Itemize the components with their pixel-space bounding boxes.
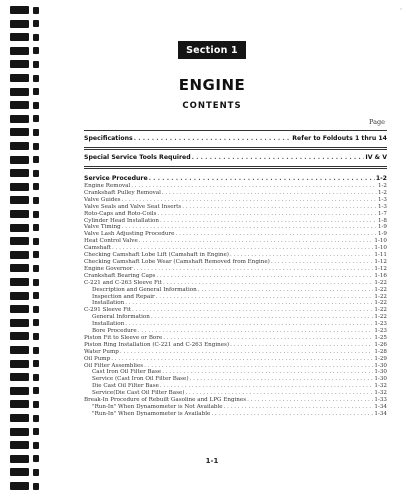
toc-entry: [84, 273, 387, 280]
binding-ring: [10, 441, 29, 449]
binding-hole: [33, 265, 39, 272]
toc-entry-label: "Run-In" When Dynamometer is Not Available: [92, 404, 223, 410]
toc-entry-label: Water Pump: [84, 348, 119, 355]
toc-entry: [84, 224, 387, 231]
binding-hole: [33, 197, 39, 204]
contents-heading: CONTENTS: [182, 101, 242, 111]
toc-entry-page: 1-3: [377, 203, 387, 210]
toc-entry-label: Valve Guides: [84, 196, 121, 203]
toc-entry-page: 1-29: [374, 355, 387, 362]
binding-hole: [33, 34, 39, 41]
binding-hole: [33, 238, 39, 245]
toc-entry-label: Valve Timing: [84, 224, 121, 231]
toc-entry-label: Valve Seals and Valve Seat Inserts: [84, 203, 182, 210]
binding-hole: [33, 401, 39, 408]
leader-dots: [122, 197, 377, 204]
binding-ring: [10, 156, 29, 164]
leader-dots: [247, 397, 373, 404]
page-column-header: Page: [369, 118, 385, 126]
binding-ring: [10, 60, 29, 68]
spiral-binding: [0, 0, 44, 500]
toc-entry-label: "Run-In" When Dynamometer is Available: [92, 410, 211, 417]
toc-entry: [84, 307, 387, 314]
binding-hole: [33, 61, 39, 68]
binding-ring: [10, 33, 29, 41]
section-label: Section 1: [186, 44, 238, 56]
toc-entry: [84, 245, 387, 252]
toc-entry-label: Crankshaft Pulley Removal: [84, 189, 161, 196]
leader-dots: [198, 287, 374, 294]
binding-ring: [10, 20, 29, 28]
toc-entry-label: Special Service Tools Required: [84, 154, 191, 161]
toc-entry-page: 1-22: [374, 286, 387, 293]
binding-ring: [10, 292, 29, 300]
toc-entry-page: 1-22: [374, 307, 387, 314]
toc-entry-label: Specifications: [84, 135, 133, 142]
toc-entry-page: 1-26: [374, 341, 387, 348]
toc-entry-label: General Information: [92, 314, 150, 321]
binding-hole: [33, 442, 39, 449]
binding-ring: [10, 169, 29, 177]
leader-dots: [156, 273, 373, 280]
leader-dots: [144, 363, 373, 370]
toc-entry: [84, 321, 387, 328]
toc-entry-page: 1-12: [374, 265, 387, 272]
toc-entry-label: Engine Removal: [84, 183, 131, 189]
toc-entry: [84, 211, 387, 218]
binding-ring: [10, 373, 29, 381]
toc-entry-label: Piston Ring Installation (C-221 and C-263 Engines): [84, 341, 230, 348]
toc-entry-page: 1-12: [374, 258, 387, 265]
binding-hole: [33, 347, 39, 354]
leader-dots: [111, 356, 373, 363]
toc-entry: [84, 342, 387, 349]
toc-entry-label: Service (Cast Iron Oil Filter Base): [92, 376, 189, 383]
binding-ring: [10, 196, 29, 204]
toc-entry-page: 1-2: [377, 183, 387, 189]
corner-mark: ◦: [399, 6, 403, 13]
toc-entry-service-procedure: [84, 175, 387, 183]
binding-ring: [10, 414, 29, 422]
binding-ring: [10, 264, 29, 272]
binding-hole: [33, 292, 39, 299]
leader-dots: [125, 300, 373, 307]
toc-entry: [84, 280, 387, 287]
chapter-title: ENGINE: [178, 76, 246, 94]
page-number: 1-1: [205, 457, 219, 465]
binding-hole: [33, 251, 39, 258]
toc-entry-page: 1-8: [377, 217, 387, 224]
toc-entry-page: IV & V: [365, 154, 387, 161]
binding-ring: [10, 482, 29, 490]
binding-ring: [10, 387, 29, 395]
toc-entry-label: Installation: [92, 321, 125, 328]
binding-hole: [33, 115, 39, 122]
binding-ring: [10, 6, 29, 14]
toc-entry: [84, 287, 387, 294]
toc-entry-label: Service Procedure: [84, 175, 148, 182]
binding-hole: [33, 483, 39, 490]
binding-ring: [10, 115, 29, 123]
toc-entry-label: Piston Fit to Sleeve or Bore: [84, 334, 163, 341]
binding-ring: [10, 128, 29, 136]
leader-dots: [163, 280, 373, 287]
leader-dots: [156, 294, 374, 301]
leader-dots: [125, 321, 373, 328]
leader-dots: [149, 175, 375, 183]
toc-entry-page: 1-7: [377, 210, 387, 217]
toc-entry: [84, 411, 387, 418]
toc-entry: [84, 238, 387, 245]
toc-entry-label: Inspection and Repair: [92, 293, 155, 300]
leader-dots: [230, 342, 373, 349]
binding-ring: [10, 305, 29, 313]
toc-entry-page: 1-23: [374, 328, 387, 335]
binding-ring: [10, 183, 29, 191]
binding-hole: [33, 20, 39, 27]
toc-entry: [84, 197, 387, 204]
binding-ring: [10, 210, 29, 218]
binding-hole: [33, 183, 39, 190]
binding-hole: [33, 469, 39, 476]
leader-dots: [134, 135, 292, 143]
toc-entry-page: 1-32: [374, 390, 387, 397]
binding-ring: [10, 88, 29, 96]
toc-entry-label: C-291 Sleeve Fit: [84, 307, 132, 314]
toc-entry: [84, 259, 387, 266]
binding-ring: [10, 142, 29, 150]
toc-entry-label: Cylinder Head Installation: [84, 217, 160, 224]
toc-entry-page: 1-22: [374, 293, 387, 300]
leader-dots: [271, 259, 374, 266]
binding-ring: [10, 428, 29, 436]
toc-entry-page: 1-10: [374, 238, 387, 245]
leader-dots: [162, 190, 377, 197]
toc-entry: [84, 300, 387, 307]
toc-entry-label: Crankshaft Bearing Caps: [84, 272, 156, 279]
binding-ring: [10, 224, 29, 232]
toc-entry-label: Oil Filter Assemblies: [84, 362, 144, 369]
toc-entry-page: 1-2: [375, 175, 387, 182]
toc-entry-page: 1-22: [374, 300, 387, 307]
toc-entry-page: 1-10: [374, 245, 387, 252]
toc-entry-page: 1-23: [374, 321, 387, 328]
leader-dots: [139, 238, 374, 245]
binding-ring: [10, 400, 29, 408]
toc-entry: [84, 204, 387, 211]
binding-ring: [10, 346, 29, 354]
toc-entry-label: Cast Iron Oil Filter Base: [92, 369, 162, 376]
toc-entry-page: 1-33: [374, 397, 387, 404]
toc-entry-page: 1-22: [374, 279, 387, 286]
binding-ring: [10, 251, 29, 259]
toc-entry-label: Description and General Information: [92, 286, 197, 293]
binding-hole: [33, 129, 39, 136]
binding-ring: [10, 237, 29, 245]
leader-dots: [132, 307, 373, 314]
binding-hole: [33, 319, 39, 326]
toc-entry: [84, 335, 387, 342]
binding-hole: [33, 387, 39, 394]
binding-ring: [10, 74, 29, 82]
leader-dots: [211, 411, 373, 418]
binding-ring: [10, 319, 29, 327]
toc-entry: [84, 404, 387, 411]
binding-ring: [10, 360, 29, 368]
toc-entry: [84, 266, 387, 273]
toc-entry-special-tools: [84, 154, 387, 162]
toc-entry-label: C-221 and C-263 Sleeve Fit: [84, 279, 162, 286]
leader-dots: [160, 383, 374, 390]
toc-entry: [84, 383, 387, 390]
toc-entry-page: 1-11: [374, 252, 387, 259]
toc-entry-page: 1-9: [377, 231, 387, 238]
binding-hole: [33, 7, 39, 14]
binding-ring: [10, 101, 29, 109]
toc-entry: [84, 314, 387, 321]
leader-dots: [175, 231, 377, 238]
toc-entry-label: Checking Camshaft Lobe Lift (Camshaft in Engine): [84, 252, 229, 259]
toc-entry-label: Service(Die Cast Oil Filter Base): [92, 390, 185, 397]
binding-ring: [10, 47, 29, 55]
section-badge: [178, 41, 246, 59]
toc-entry-page: 1-28: [374, 348, 387, 355]
toc-entry-label: Valve Lash Adjusting Procedure: [84, 231, 175, 238]
table-of-contents: [84, 130, 387, 418]
binding-hole: [33, 428, 39, 435]
leader-dots: [131, 183, 377, 190]
binding-hole: [33, 279, 39, 286]
binding-hole: [33, 47, 39, 54]
toc-entry-page: 1-25: [374, 334, 387, 341]
toc-entry-page: 1-16: [374, 272, 387, 279]
toc-entry: [84, 349, 387, 356]
leader-dots: [112, 245, 373, 252]
leader-dots: [182, 204, 377, 211]
binding-ring: [10, 332, 29, 340]
toc-entry-label: Bore Procedure: [92, 328, 137, 335]
toc-entry: [84, 328, 387, 335]
toc-entry: [84, 218, 387, 225]
toc-item-list: [84, 183, 387, 418]
binding-hole: [33, 360, 39, 367]
binding-hole: [33, 211, 39, 218]
toc-entry-page: 1-22: [374, 314, 387, 321]
toc-entry-page: 1-34: [374, 410, 387, 417]
toc-entry-label: Engine Governor: [84, 265, 133, 272]
leader-dots: [162, 369, 373, 376]
leader-dots: [224, 404, 374, 411]
toc-entry-page: 1-32: [374, 383, 387, 390]
binding-hole: [33, 224, 39, 231]
leader-dots: [157, 211, 377, 218]
toc-entry: [84, 369, 387, 376]
toc-entry-page: 1-9: [377, 224, 387, 231]
toc-entry: [84, 183, 387, 190]
leader-dots: [192, 154, 365, 162]
binding-ring: [10, 468, 29, 476]
binding-hole: [33, 374, 39, 381]
toc-entry-label: Roto-Caps and Roto-Coils: [84, 210, 157, 217]
toc-entry: [84, 397, 387, 404]
binding-hole: [33, 415, 39, 422]
binding-hole: [33, 88, 39, 95]
toc-entry: [84, 363, 387, 370]
toc-entry-specifications: [84, 135, 387, 143]
toc-entry-page: 1-30: [374, 376, 387, 383]
toc-entry-page: Refer to Foldouts 1 thru 14: [292, 135, 387, 142]
binding-ring: [10, 455, 29, 463]
binding-hole: [33, 333, 39, 340]
binding-ring: [10, 278, 29, 286]
toc-entry-label: Die Cast Oil Filter Base: [92, 383, 159, 390]
leader-dots: [230, 252, 373, 259]
binding-hole: [33, 306, 39, 313]
binding-hole: [33, 156, 39, 163]
toc-entry: [84, 390, 387, 397]
leader-dots: [120, 349, 374, 356]
leader-dots: [160, 218, 377, 225]
toc-entry-page: 1-30: [374, 362, 387, 369]
toc-entry: [84, 190, 387, 197]
leader-dots: [151, 314, 374, 321]
binding-hole: [33, 170, 39, 177]
toc-entry-page: 1-2: [377, 189, 387, 196]
leader-dots: [133, 266, 373, 273]
toc-entry: [84, 294, 387, 301]
leader-dots: [163, 335, 373, 342]
leader-dots: [138, 328, 374, 335]
toc-entry-label: Oil Pump: [84, 355, 111, 362]
leader-dots: [186, 390, 374, 397]
binding-hole: [33, 102, 39, 109]
toc-entry-label: Break-In Procedure of Rebuilt Gasoline and LPG Engines: [84, 397, 247, 404]
toc-entry: [84, 252, 387, 259]
toc-entry: [84, 376, 387, 383]
toc-entry-page: 1-3: [377, 196, 387, 203]
leader-dots: [122, 224, 377, 231]
toc-entry: [84, 231, 387, 238]
leader-dots: [190, 376, 374, 383]
toc-entry-page: 1-34: [374, 404, 387, 410]
toc-entry-page: 1-30: [374, 369, 387, 376]
toc-entry-label: Camshaft: [84, 245, 112, 252]
toc-entry-label: Installation: [92, 300, 125, 307]
toc-entry: [84, 356, 387, 363]
binding-hole: [33, 75, 39, 82]
toc-entry-label: Checking Camshaft Lobe Wear (Camshaft Removed from Engine): [84, 258, 270, 265]
binding-hole: [33, 143, 39, 150]
toc-entry-label: Heat Control Valve: [84, 238, 138, 245]
binding-hole: [33, 455, 39, 462]
